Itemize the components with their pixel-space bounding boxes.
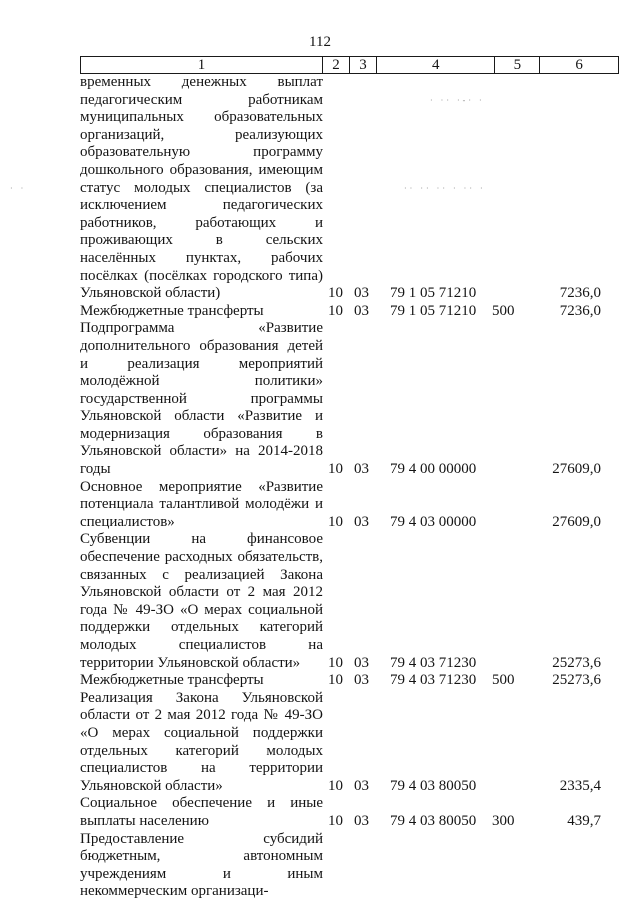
table-header [80, 56, 619, 74]
scan-noise: · · [10, 184, 27, 193]
row-section: 10 [328, 672, 343, 689]
row-expense-type: 500 [492, 302, 515, 319]
row-description: Социальное обеспечение и иные выплаты населению [80, 795, 323, 829]
row-section: 10 [328, 461, 343, 478]
row-description: Предоставление субсидий бюджетным, автономным учреждениям и иным некоммерческим организаци- [80, 830, 323, 900]
column-header-3: 3 [350, 57, 377, 73]
row-amount: 27609,0 [552, 513, 601, 530]
column-header-1: 1 [81, 57, 323, 73]
row-target-code: 79 4 03 00000 [390, 513, 477, 530]
row-section: 10 [328, 777, 343, 794]
row-target-code: 79 4 03 71230 [390, 654, 477, 671]
table-row [80, 672, 619, 690]
row-target-code: 79 1 05 71210 [390, 285, 477, 302]
row-amount: 7236,0 [559, 302, 601, 319]
row-target-code: 79 4 03 80050 [390, 812, 477, 829]
column-header-5: 5 [495, 57, 540, 73]
table-row [80, 74, 619, 303]
row-subsection: 03 [354, 461, 369, 478]
table-row [80, 690, 619, 796]
row-subsection: 03 [354, 812, 369, 829]
row-section: 10 [328, 654, 343, 671]
row-amount: 2335,4 [559, 777, 601, 794]
row-description: временных денежных выплат педагогическим работникам муниципальных образовательных организаций, реализующих образовательную программу дошкольного образования, имеющим статус молодых специалистов (за исключением педагогических работников, работающих и проживающих в сельских населённых пунктах, рабочих посёлках (посёлках городского типа) Ульяновской области) [80, 74, 323, 302]
page-number: 112 [309, 34, 331, 50]
row-amount: 27609,0 [552, 461, 601, 478]
column-header-4: 4 [377, 57, 496, 73]
row-description: Реализация Закона Ульяновской области от 2 мая 2012 года № 49-ЗО «О мерах социальной поддержки отдельных категорий молодых специалистов на территории Ульяновской области» [80, 689, 323, 794]
column-header-2: 2 [323, 57, 350, 73]
row-subsection: 03 [354, 672, 369, 689]
row-amount: 7236,0 [559, 285, 601, 302]
row-target-code: 79 4 03 80050 [390, 777, 477, 794]
row-subsection: 03 [354, 302, 369, 319]
row-amount: 25273,6 [552, 654, 601, 671]
row-expense-type: 500 [492, 672, 515, 689]
row-amount: 439,7 [567, 812, 601, 829]
table-body [80, 74, 619, 901]
row-subsection: 03 [354, 513, 369, 530]
row-section: 10 [328, 302, 343, 319]
row-target-code: 79 1 05 71210 [390, 302, 477, 319]
row-description: Субвенции на финансовое обеспечение расходных обязательств, связанных с реализацией Закона Ульяновской области от 2 мая 2012 года № 49-ЗО «О мерах социальной поддержки отдельных категорий молодых специалистов на территории Ульяновской области» [80, 531, 323, 671]
table-row [80, 320, 619, 478]
row-section: 10 [328, 285, 343, 302]
row-subsection: 03 [354, 654, 369, 671]
row-description: Межбюджетные трансферты [80, 302, 264, 319]
row-subsection: 03 [354, 285, 369, 302]
row-section: 10 [328, 812, 343, 829]
table-row [80, 531, 619, 672]
table-row [80, 795, 619, 830]
table-row [80, 831, 619, 901]
table-row [80, 479, 619, 532]
row-section: 10 [328, 513, 343, 530]
row-description: Подпрограмма «Развитие дополнительного образования детей и реализация мероприятий молодёжной политики» государственной программы Ульяновской области «Развитие и модернизация образования в Ульяновской области» на 2014-2018 годы [80, 320, 323, 478]
row-description: Межбюджетные трансферты [80, 672, 264, 689]
row-expense-type: 300 [492, 812, 515, 829]
row-subsection: 03 [354, 777, 369, 794]
row-description: Основное мероприятие «Развитие потенциала талантливой молодёжи и специалистов» [80, 478, 323, 530]
row-target-code: 79 4 00 00000 [390, 461, 477, 478]
row-target-code: 79 4 03 71230 [390, 672, 477, 689]
scan-noise: ·· ·· ·· · ·· · [404, 184, 486, 193]
row-amount: 25273,6 [552, 672, 601, 689]
column-header-6: 6 [575, 57, 583, 73]
scan-noise: · ·· ·-· · [430, 96, 485, 105]
table-row [80, 303, 619, 321]
